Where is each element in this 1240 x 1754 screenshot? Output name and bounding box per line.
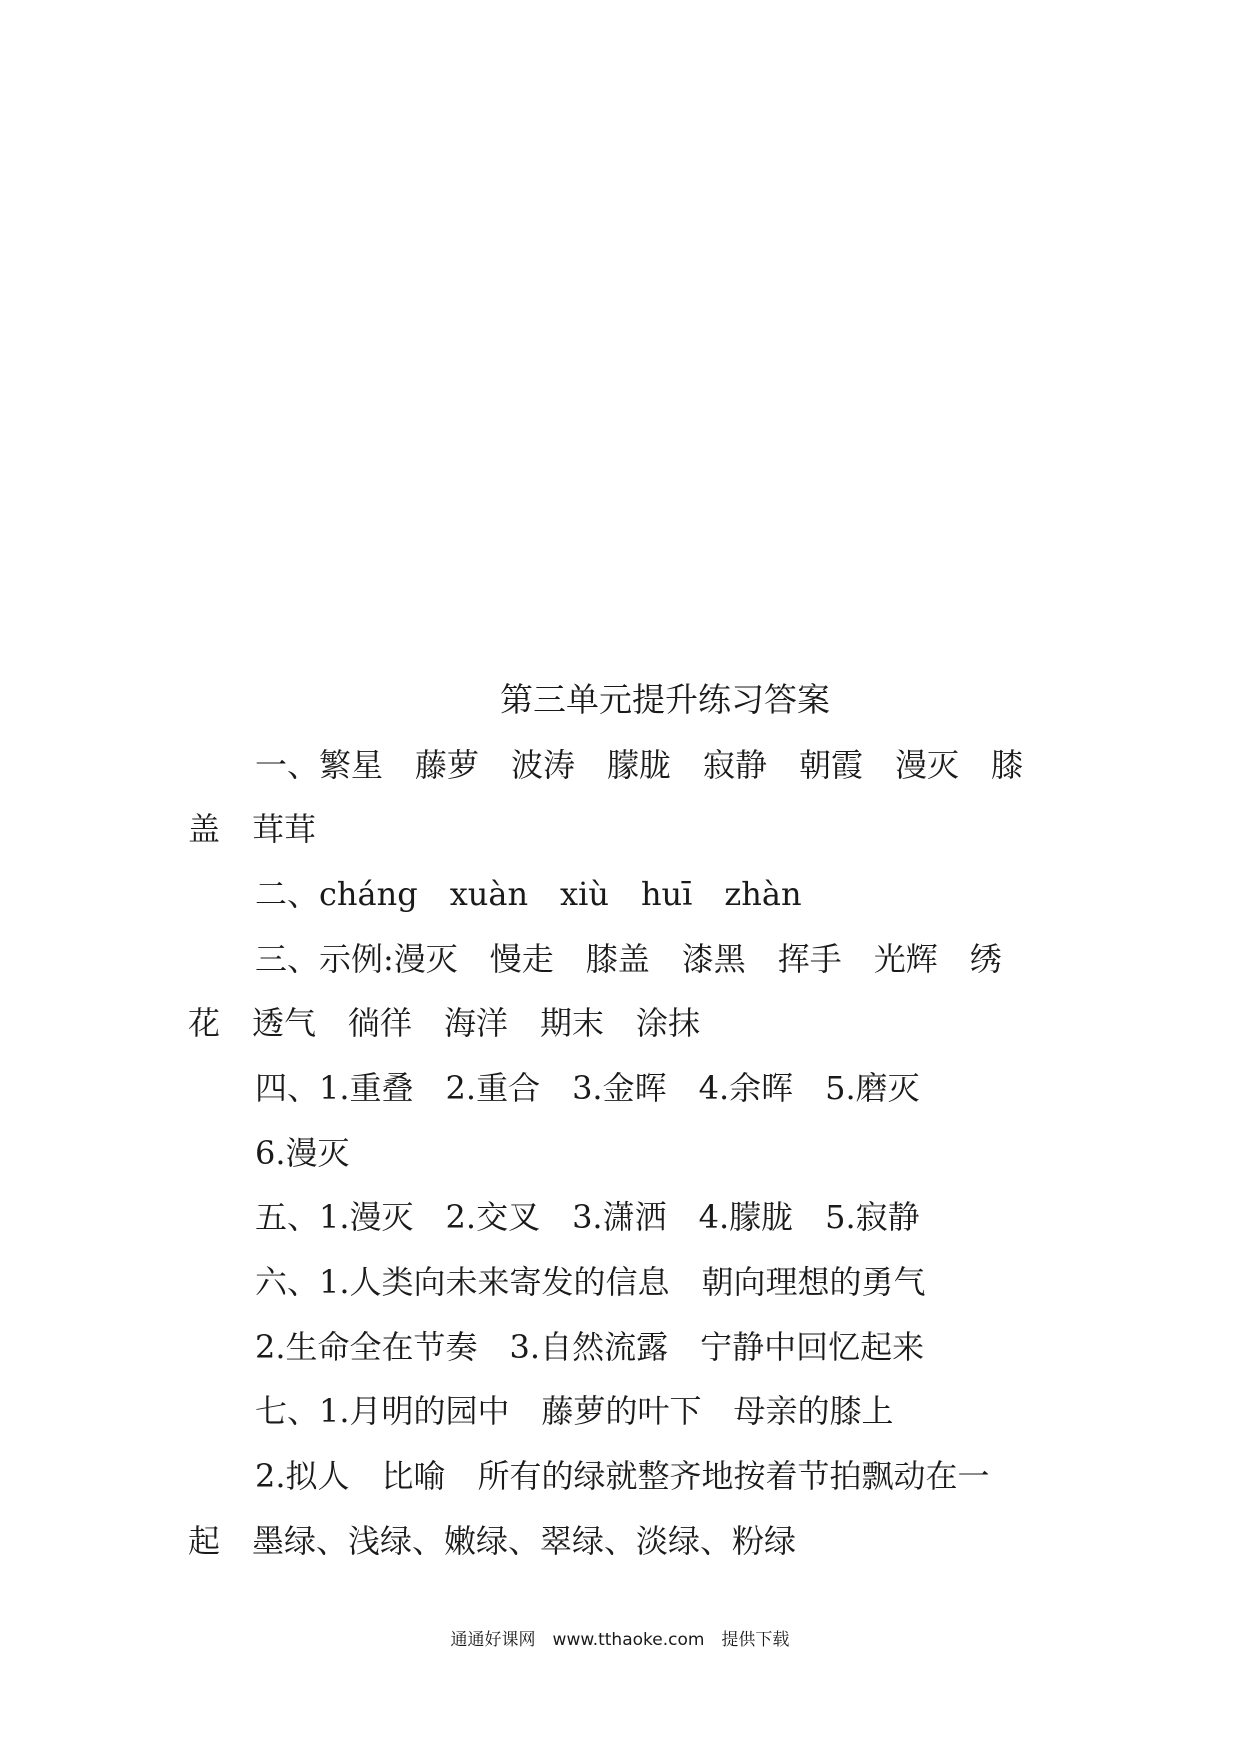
answer-line-8: 五、1.漫灭 2.交叉 3.潇洒 4.朦胧 5.寂静: [255, 1198, 920, 1236]
footer-credit: 通通好课网 www.tthaoke.com 提供下载: [450, 1630, 790, 1650]
answer-line-13: 起 墨绿、浅绿、嫩绿、翠绿、淡绿、粉绿: [188, 1522, 797, 1560]
answer-line-1: 一、繁星 藤萝 波涛 朦胧 寂静 朝霞 漫灭 膝: [255, 746, 1024, 784]
answer-line-3: 二、cháng xuàn xiù huī zhàn: [255, 875, 802, 913]
answer-line-2: 盖 茸茸: [188, 810, 317, 848]
answer-line-12: 2.拟人 比喻 所有的绿就整齐地按着节拍飘动在一: [255, 1457, 990, 1495]
answer-line-9: 六、1.人类向未来寄发的信息 朝向理想的勇气: [255, 1263, 926, 1301]
answer-line-7: 6.漫灭: [255, 1134, 350, 1172]
page-title: 第三单元提升练习答案: [500, 680, 830, 719]
answer-line-4: 三、示例:漫灭 慢走 膝盖 漆黑 挥手 光辉 绣: [255, 940, 1002, 978]
answer-line-10: 2.生命全在节奏 3.自然流露 宁静中回忆起来: [255, 1328, 925, 1366]
answer-line-6: 四、1.重叠 2.重合 3.金晖 4.余晖 5.磨灭: [255, 1069, 920, 1107]
answer-line-5: 花 透气 徜徉 海洋 期末 涂抹: [188, 1004, 701, 1042]
answer-line-11: 七、1.月明的园中 藤萝的叶下 母亲的膝上: [255, 1392, 894, 1430]
